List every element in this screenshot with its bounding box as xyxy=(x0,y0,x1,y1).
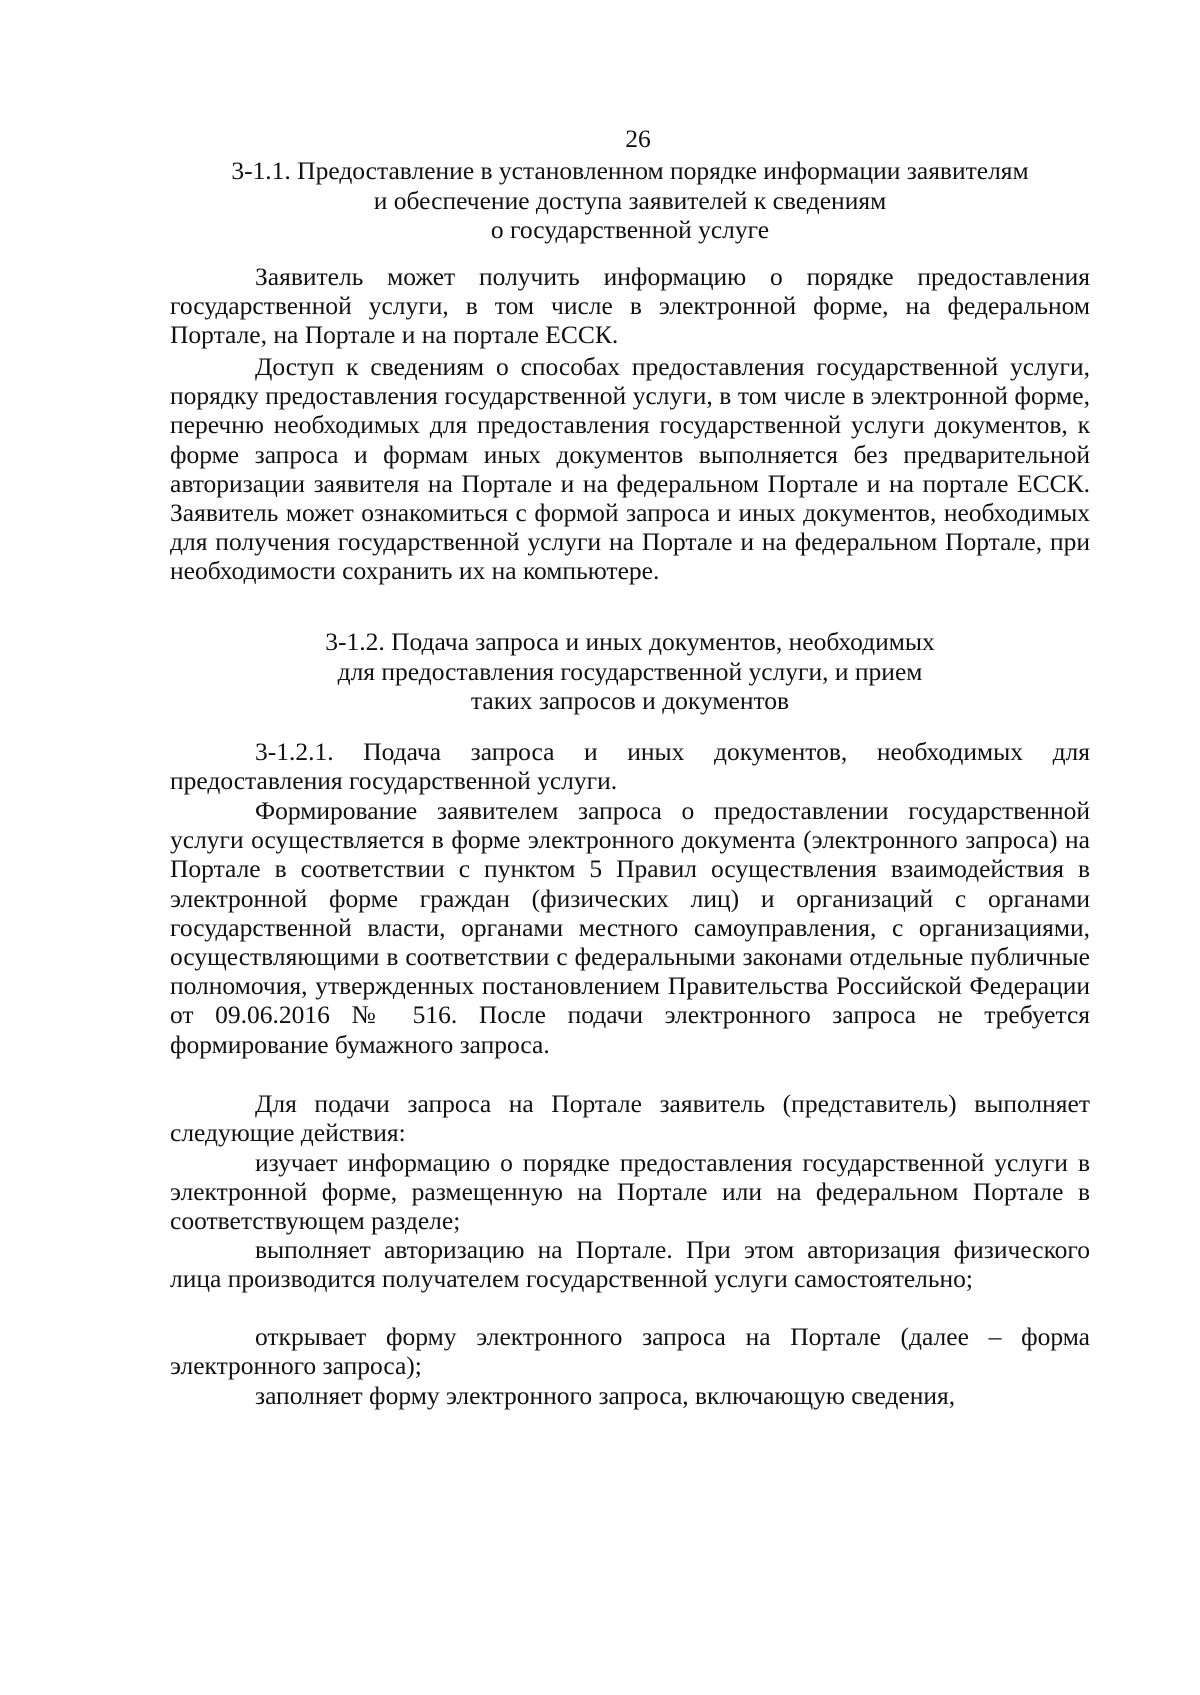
list-item: изучает информацию о порядке предоставления государственной услуги в электронной форме, размещенную на Портале или на федеральном Портале в соответствующем разделе; xyxy=(170,1148,1090,1236)
section-heading-3-1-2 xyxy=(170,627,1090,716)
list-item: открывает форму электронного запроса на Портале (далее – форма электронного запроса); xyxy=(170,1322,1090,1381)
heading-line: таких запросов и документов xyxy=(470,686,790,715)
heading-line: 3-1.2. Подача запроса и иных документов, необходимых xyxy=(325,627,935,656)
heading-line: для предоставления государственной услуги, и прием xyxy=(337,656,923,686)
paragraph: 3-1.2.1. Подача запроса и иных документов, необходимых для предоставления государственной услуги. xyxy=(170,737,1090,796)
heading-line: и обеспечение доступа заявителей к сведениям xyxy=(373,185,887,215)
paragraph: Формирование заявителем запроса о предоставлении государственной услуги осуществляется в форме электронного документа (электронного запроса) на Портале в соответствии с пунктом 5 Правил осуществления взаимодействия в электронной форме граждан (физических лиц) и организаций с органами государственной власти, органами местного самоуправления, с организациями, осуществляющими в соответствии с федеральными законами отдельные публичные полномочия, утвержденных постановлением Правительства Российской Федерации от 09.06.2016 № 516. После подачи электронного запроса не требуется формирование бумажного запроса. xyxy=(170,796,1090,1059)
paragraph: Заявитель может получить информацию о порядке предоставления государственной услуги, в том числе в электронной форме, на федеральном Портале, на Портале и на портале ЕССК. xyxy=(170,262,1090,350)
list-item: заполняет форму электронного запроса, включающую сведения, xyxy=(255,1381,956,1410)
paragraph: Для подачи запроса на Портале заявитель (представитель) выполняет следующие действия: xyxy=(170,1089,1090,1148)
page-number: 26 xyxy=(625,124,651,153)
heading-line: о государственной услуге xyxy=(490,215,770,244)
section-heading-3-1-1 xyxy=(170,156,1090,245)
heading-line: 3-1.1. Предоставление в установленном порядке информации заявителям xyxy=(231,156,1029,185)
list-item: выполняет авторизацию на Портале. При этом авторизация физического лица производится получателем государственной услуги самостоятельно; xyxy=(170,1235,1090,1294)
paragraph: Доступ к сведениям о способах предоставления государственной услуги, порядку предоставления государственной услуги, в том числе в электронной форме, перечню необходимых для предоставления государственной услуги документов, к форме запроса и формам иных документов выполняется без предварительной авторизации заявителя на Портале и на федеральном Портале и на портале ЕССК. Заявитель может ознакомиться с формой запроса и иных документов, необходимых для получения государственной услуги на Портале и на федеральном Портале, при необходимости сохранить их на компьютере. xyxy=(170,352,1090,586)
